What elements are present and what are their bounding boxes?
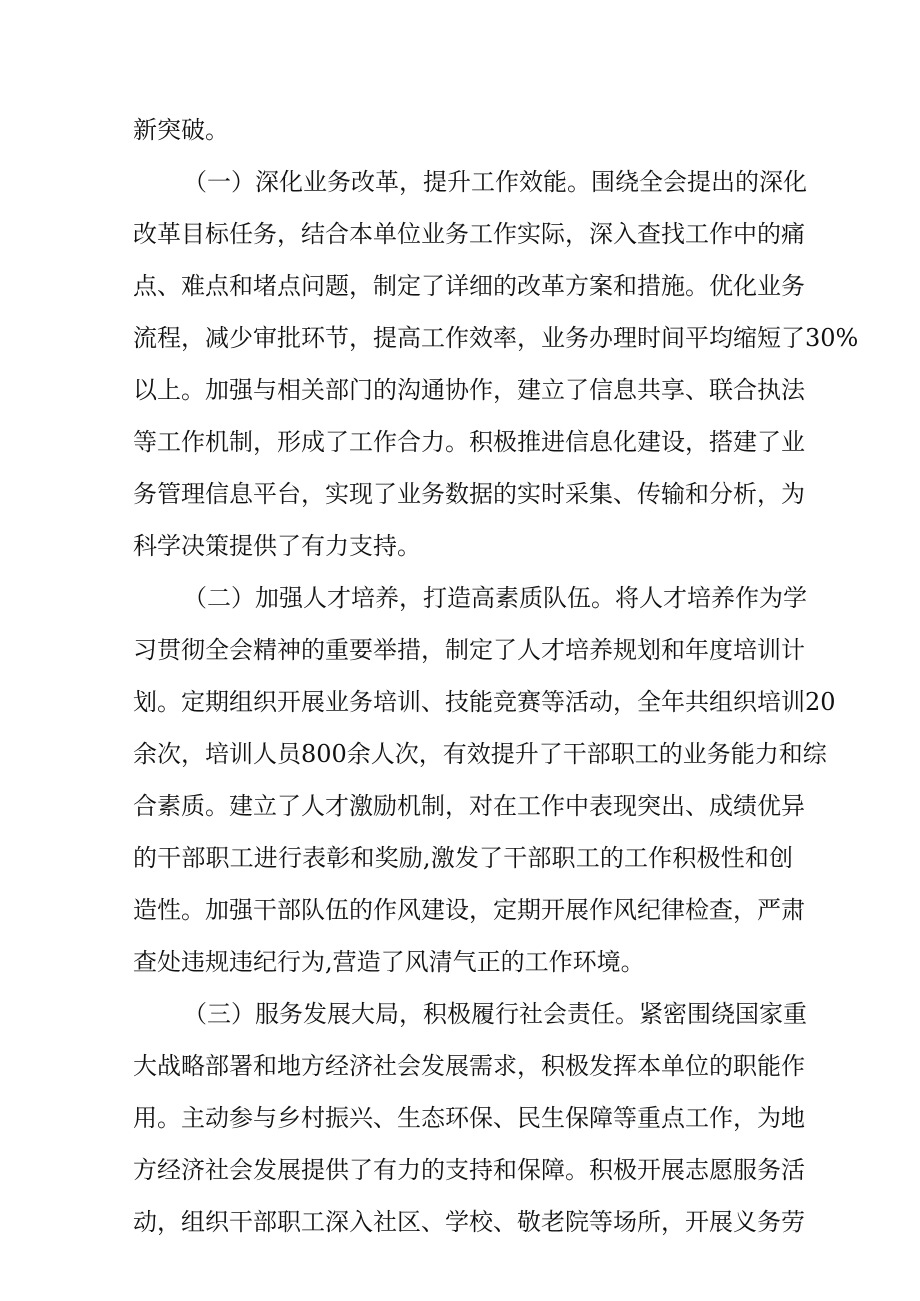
paragraph-line: 等工作机制，形成了工作合力。积极推进信息化建设，搭建了业	[133, 428, 805, 456]
paragraph-line: 大战略部署和地方经济社会发展需求，积极发挥本单位的职能作	[133, 1052, 805, 1080]
paragraph-line: 习贯彻全会精神的重要举措，制定了人才培养规划和年度培训计	[133, 636, 805, 664]
paragraph-line: 方经济社会发展提供了有力的支持和保障。积极开展志愿服务活	[133, 1156, 805, 1184]
paragraph-line: 查处违规违纪行为,营造了风清气正的工作环境。	[133, 948, 645, 976]
paragraph-line: 余次，培训人员800余人次，有效提升了干部职工的业务能力和综	[133, 740, 827, 768]
paragraph-line: 务管理信息平台，实现了业务数据的实时采集、传输和分析，为	[133, 480, 805, 508]
paragraph-line: 划。定期组织开展业务培训、技能竞赛等活动，全年共组织培训20	[133, 688, 836, 716]
paragraph-line: 造性。加强干部队伍的作风建设，定期开展作风纪律检查，严肃	[133, 896, 805, 924]
section-three-heading-line: （三）服务发展大局，积极履行社会责任。紧密围绕国家重	[183, 1000, 807, 1028]
paragraph-line: 改革目标任务，结合本单位业务工作实际，深入查找工作中的痛	[133, 220, 805, 248]
paragraph-line: 动，组织干部职工深入社区、学校、敬老院等场所，开展义务劳	[133, 1208, 805, 1236]
paragraph-line: 合素质。建立了人才激励机制，对在工作中表现突出、成绩优异	[133, 792, 805, 820]
section-two-heading-line: （二）加强人才培养，打造高素质队伍。将人才培养作为学	[183, 584, 807, 612]
paragraph-line: 点、难点和堵点问题，制定了详细的改革方案和措施。优化业务	[133, 272, 805, 300]
paragraph-line: 的干部职工进行表彰和奖励,激发了干部职工的工作积极性和创	[133, 844, 793, 872]
paragraph-line: 新突破。	[133, 116, 229, 144]
paragraph-line: 科学决策提供了有力支持。	[133, 532, 421, 560]
paragraph-line: 以上。加强与相关部门的沟通协作，建立了信息共享、联合执法	[133, 376, 805, 404]
paragraph-line: 流程，减少审批环节，提高工作效率，业务办理时间平均缩短了30%	[133, 324, 859, 352]
section-one-heading-line: （一）深化业务改革，提升工作效能。围绕全会提出的深化	[183, 168, 807, 196]
paragraph-line: 用。主动参与乡村振兴、生态环保、民生保障等重点工作，为地	[133, 1104, 805, 1132]
